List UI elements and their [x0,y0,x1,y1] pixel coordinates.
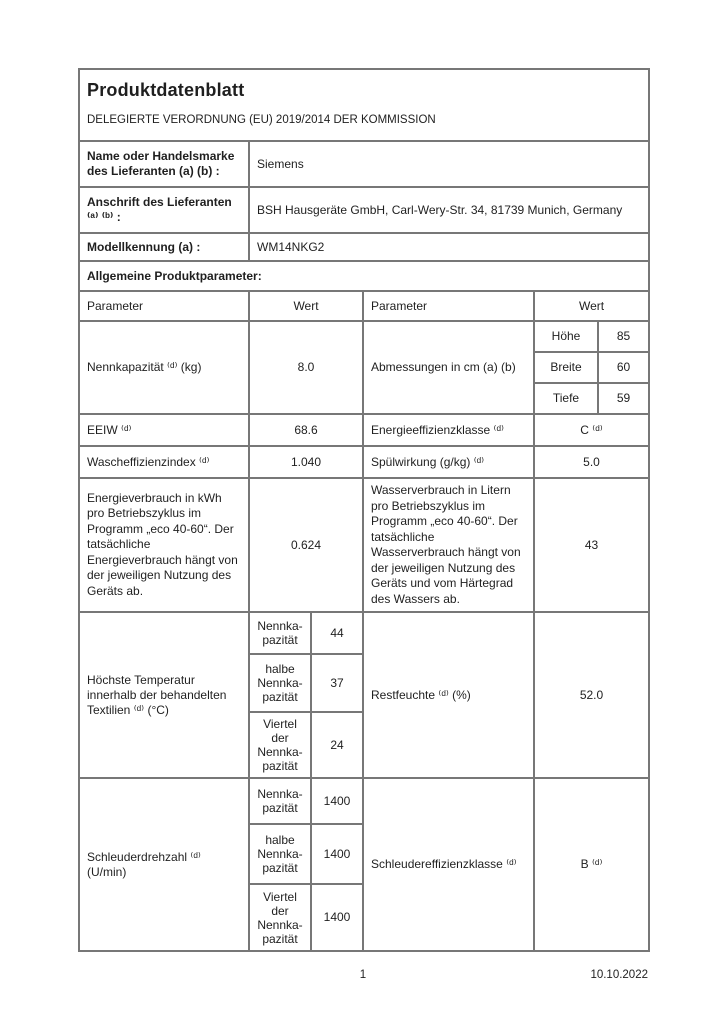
page-footer [78,969,648,981]
dimension-width-label: Breite [534,352,598,383]
energy-class-value: C ⁽ᵈ⁾ [534,414,649,446]
energy-consumption-value: 0.624 [249,478,363,612]
page-title: Produktdatenblatt [87,79,245,100]
page-number: 1 [359,969,367,981]
column-header-wert-left: Wert [249,291,363,321]
dimension-depth-label: Tiefe [534,383,598,414]
spin-speed-label: Schleuderdrehzahl ⁽ᵈ⁾ (U/min) [79,778,249,951]
max-temp-rated-value: 44 [311,612,363,654]
dimension-height-value: 85 [598,321,649,352]
regulation-subtitle: DELEGIERTE VERORDNUNG (EU) 2019/2014 DER KOMMISSION [87,113,436,126]
column-header-wert-right: Wert [534,291,649,321]
spin-half-value: 1400 [311,824,363,884]
spin-rated-value: 1400 [311,778,363,824]
section-header: Allgemeine Produktparameter: [79,261,649,291]
eeiw-value: 68.6 [249,414,363,446]
spin-class-label: Schleudereffizienzklasse ⁽ᵈ⁾ [363,778,534,951]
max-temp-half-label: halbe Nennka-pazität [249,654,311,712]
document-date: 10.10.2022 [590,969,648,981]
max-temp-quarter-value: 24 [311,712,363,778]
max-temp-half-value: 37 [311,654,363,712]
wash-index-value: 1.040 [249,446,363,478]
title-cell [79,69,649,141]
max-temperature-label: Höchste Temperatur innerhalb der behandelten Textilien ⁽ᵈ⁾ (°C) [79,612,249,778]
capacity-value: 8.0 [249,321,363,414]
rinse-label: Spülwirkung (g/kg) ⁽ᵈ⁾ [363,446,534,478]
column-header-parameter-right: Parameter [363,291,534,321]
residual-moisture-label: Restfeuchte ⁽ᵈ⁾ (%) [363,612,534,778]
supplier-address-label: Anschrift des Lieferanten ⁽ᵃ⁾ ⁽ᵇ⁾ : [79,187,249,233]
max-temp-quarter-label: Viertel der Nennka-pazität [249,712,311,778]
model-id-value: WM14NKG2 [249,233,649,261]
dimension-height-label: Höhe [534,321,598,352]
water-consumption-label: Wasserverbrauch in Litern pro Betriebszyklus im Programm „eco 40-60“. Der tatsächliche Wasserverbrauch hängt von der jeweiligen Nutzung des Geräts und vom Härtegrad des Wassers ab. [363,478,534,612]
residual-moisture-value: 52.0 [534,612,649,778]
water-consumption-value: 43 [534,478,649,612]
dimension-depth-value: 59 [598,383,649,414]
supplier-name-label: Name oder Handelsmarke des Lieferanten (a) (b) : [79,141,249,187]
product-datasheet-table [78,68,650,952]
spin-class-value: B ⁽ᵈ⁾ [534,778,649,951]
rinse-value: 5.0 [534,446,649,478]
supplier-address-value: BSH Hausgeräte GmbH, Carl-Wery-Str. 34, 81739 Munich, Germany [249,187,649,233]
wash-index-label: Wascheffizienzindex ⁽ᵈ⁾ [79,446,249,478]
energy-consumption-label: Energieverbrauch in kWh pro Betriebszyklus im Programm „eco 40-60“. Der tatsächliche Energieverbrauch hängt von der jeweiligen Nutzung des Geräts ab. [79,478,249,612]
model-id-label: Modellkennung (a) : [79,233,249,261]
column-header-parameter-left: Parameter [79,291,249,321]
dimension-width-value: 60 [598,352,649,383]
energy-class-label: Energieeffizienzklasse ⁽ᵈ⁾ [363,414,534,446]
spin-half-label: halbe Nennka-pazität [249,824,311,884]
max-temp-rated-label: Nennka-pazität [249,612,311,654]
spin-rated-label: Nennka-pazität [249,778,311,824]
eeiw-label: EEIW ⁽ᵈ⁾ [79,414,249,446]
capacity-label: Nennkapazität ⁽ᵈ⁾ (kg) [79,321,249,414]
spin-quarter-label: Viertel der Nennka-pazität [249,884,311,951]
spin-quarter-value: 1400 [311,884,363,951]
supplier-name-value: Siemens [249,141,649,187]
dimensions-label: Abmessungen in cm (a) (b) [363,321,534,414]
